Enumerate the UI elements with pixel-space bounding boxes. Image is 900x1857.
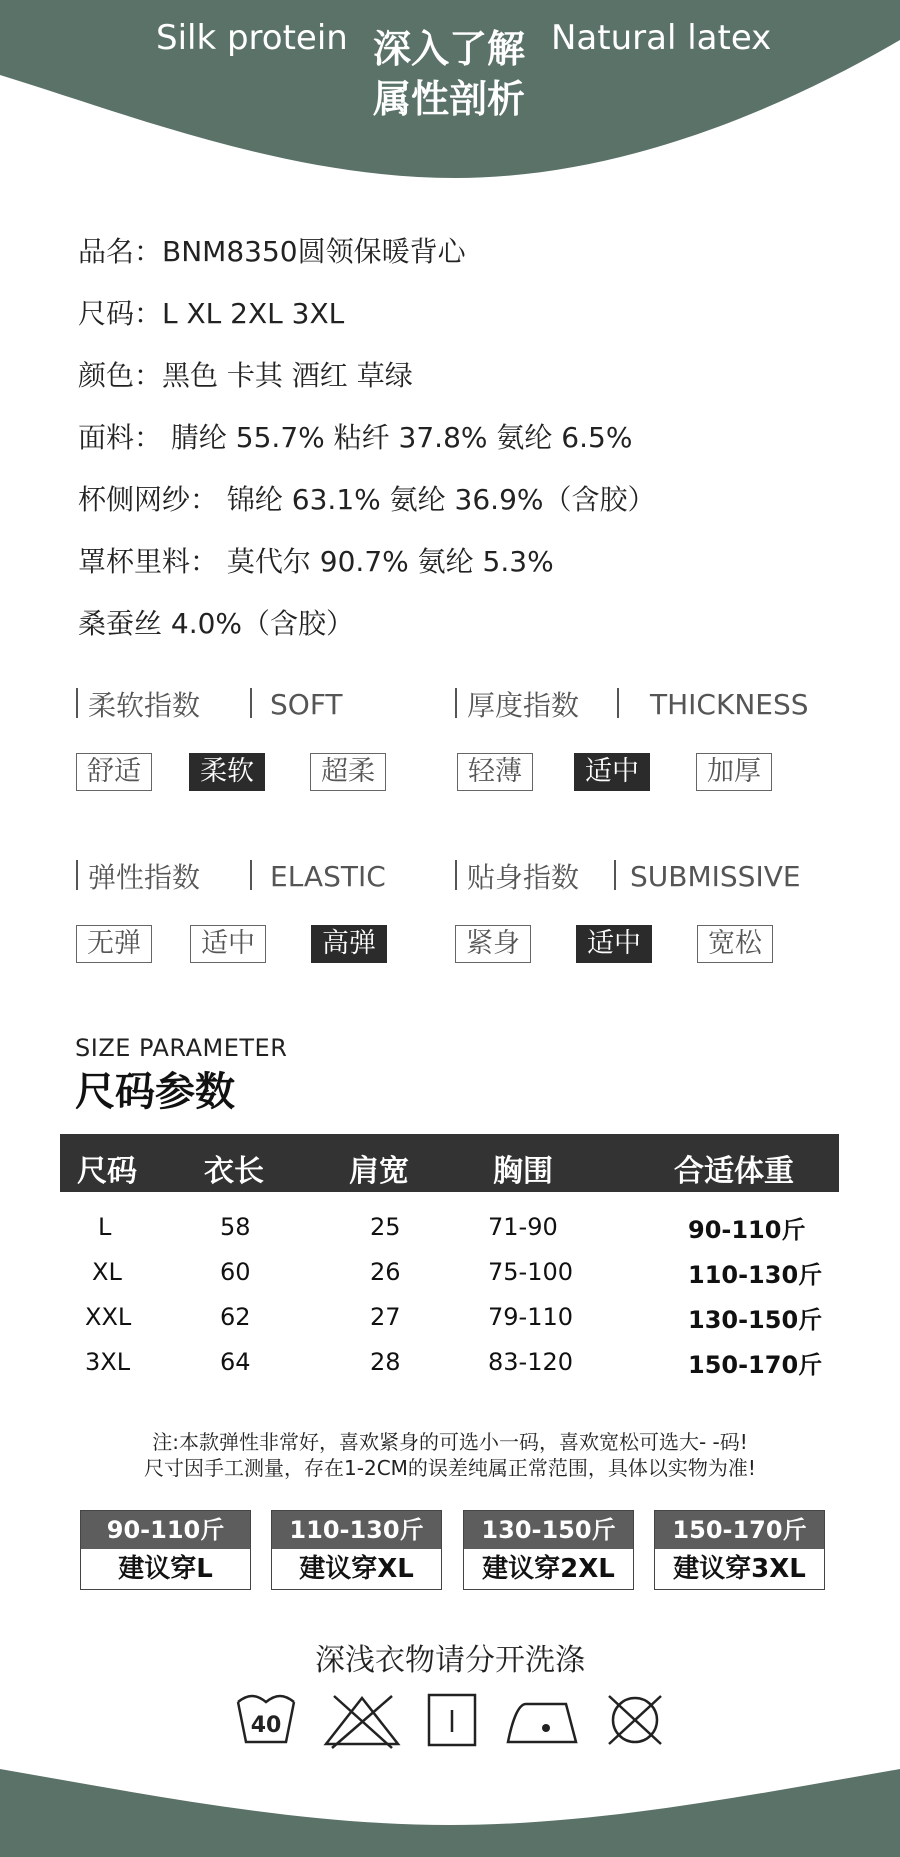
thickness-index-label: 厚度指数 — [467, 689, 580, 722]
no-tumble-dry-icon — [603, 1692, 667, 1748]
col-header-weight: 合适体重 — [674, 1154, 794, 1189]
table-cell: 79-110 — [488, 1303, 574, 1331]
wash-temperature: 40 — [250, 1713, 282, 1738]
header-right-english: Natural latex — [551, 18, 772, 58]
table-cell: 25 — [370, 1213, 401, 1241]
size-parameter-en-title: SIZE PARAMETER — [75, 1034, 288, 1062]
info-cup-lining: 罩杯里料： 莫代尔 90.7% 氨纶 5.3% — [78, 545, 554, 578]
info-sizes: 尺码：L XL 2XL 3XL — [78, 297, 345, 330]
suggestion-3xl — [654, 1510, 825, 1590]
table-cell: 26 — [370, 1258, 401, 1286]
suggestion-weight: 150-170斤 — [655, 1511, 824, 1549]
soft-option-super-soft: 超柔 — [310, 753, 386, 791]
table-cell: 75-100 — [488, 1258, 574, 1286]
divider — [250, 860, 252, 890]
divider — [455, 688, 457, 718]
table-cell: 27 — [370, 1303, 401, 1331]
divider — [455, 860, 457, 890]
thickness-option-thick: 加厚 — [696, 753, 772, 791]
suggestion-weight: 90-110斤 — [81, 1511, 250, 1549]
suggestion-advice: 建议穿2XL — [482, 1554, 615, 1584]
footer-wave-banner — [0, 1765, 900, 1857]
fit-index-en: SUBMISSIVE — [630, 860, 801, 893]
fit-option-tight: 紧身 — [455, 925, 531, 963]
info-colors: 颜色：黑色 卡其 酒红 草绿 — [78, 359, 413, 392]
suggestion-l — [80, 1510, 251, 1590]
elastic-option-none: 无弹 — [76, 925, 152, 963]
table-cell: 64 — [220, 1348, 251, 1376]
info-side-mesh: 杯侧网纱： 锦纶 63.1% 氨纶 36.9%（含胶） — [78, 483, 656, 516]
suggestion-weight: 130-150斤 — [464, 1511, 633, 1549]
divider — [250, 688, 252, 718]
table-cell: 150-170斤 — [688, 1351, 823, 1379]
header-title-line-2: 属性剖析 — [373, 77, 526, 121]
suggestion-2xl — [463, 1510, 634, 1590]
divider — [76, 860, 78, 890]
table-cell: 130-150斤 — [688, 1306, 823, 1334]
size-parameter-title: 尺码参数 — [75, 1069, 235, 1115]
table-cell: 90-110斤 — [688, 1216, 806, 1244]
table-cell: 58 — [220, 1213, 251, 1241]
thickness-index-en: THICKNESS — [650, 688, 809, 721]
table-cell: 28 — [370, 1348, 401, 1376]
info-silk: 桑蚕丝 4.0%（含胶） — [78, 607, 355, 640]
col-header-size: 尺码 — [77, 1154, 137, 1189]
elastic-option-medium: 适中 — [190, 925, 266, 963]
table-cell: 3XL — [85, 1348, 131, 1376]
suggestion-weight: 110-130斤 — [272, 1511, 441, 1549]
soft-option-soft-selected: 柔软 — [189, 753, 265, 791]
soft-index-label: 柔软指数 — [88, 689, 201, 722]
no-bleach-icon — [322, 1692, 402, 1750]
size-note-2: 尺寸因手工测量，存在1-2CM的误差纯属正常范围，具体以实物为准! — [144, 1456, 756, 1480]
size-note-1: 注:本款弹性非常好，喜欢紧身的可选小一码，喜欢宽松可选大- -码! — [152, 1430, 748, 1454]
suggestion-xl — [271, 1510, 442, 1590]
suggestion-advice: 建议穿L — [118, 1554, 213, 1584]
divider — [76, 688, 78, 718]
fit-option-loose: 宽松 — [697, 925, 773, 963]
table-cell: XL — [92, 1258, 122, 1286]
wash-40-icon — [234, 1692, 298, 1748]
table-cell: L — [98, 1213, 112, 1241]
elastic-index-en: ELASTIC — [270, 860, 386, 893]
thickness-option-thin: 轻薄 — [457, 753, 533, 791]
suggestion-advice: 建议穿3XL — [673, 1554, 806, 1584]
table-cell: 62 — [220, 1303, 251, 1331]
thickness-option-medium-selected: 适中 — [574, 753, 650, 791]
col-header-shoulder: 肩宽 — [349, 1154, 409, 1189]
soft-option-comfort: 舒适 — [76, 753, 152, 791]
table-cell: 83-120 — [488, 1348, 574, 1376]
table-cell: 71-90 — [488, 1213, 558, 1241]
line-dry-icon — [426, 1692, 478, 1748]
elastic-option-high-selected: 高弹 — [311, 925, 387, 963]
soft-index-en: SOFT — [270, 688, 343, 721]
elastic-index-label: 弹性指数 — [88, 861, 201, 894]
table-cell: XXL — [85, 1303, 132, 1331]
fit-index-label: 贴身指数 — [467, 861, 580, 894]
wash-instruction-title: 深浅衣物请分开洗涤 — [315, 1643, 585, 1678]
table-cell: 110-130斤 — [688, 1261, 823, 1289]
divider — [617, 688, 619, 718]
low-iron-icon — [504, 1692, 580, 1748]
info-fabric: 面料： 腈纶 55.7% 粘纤 37.8% 氨纶 6.5% — [78, 421, 633, 454]
table-cell: 60 — [220, 1258, 251, 1286]
col-header-bust: 胸围 — [493, 1154, 553, 1189]
header-title-line-1: 深入了解 — [373, 27, 526, 71]
info-product-name: 品名：BNM8350圆领保暖背心 — [78, 235, 466, 268]
fit-option-medium-selected: 适中 — [576, 925, 652, 963]
col-header-length: 衣长 — [204, 1154, 264, 1189]
suggestion-advice: 建议穿XL — [299, 1554, 414, 1584]
header-left-english: Silk protein — [156, 18, 348, 58]
divider — [614, 860, 616, 890]
